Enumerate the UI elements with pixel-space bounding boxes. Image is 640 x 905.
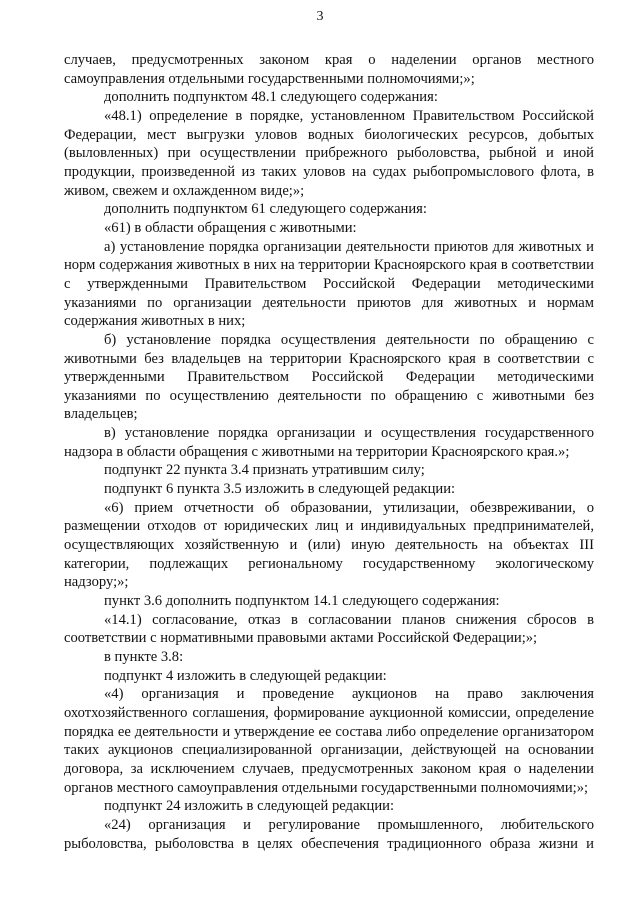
paragraph-amendment-61-intro: дополнить подпунктом 61 следующего содержания:	[104, 201, 427, 218]
paragraph-subitem-24: «24) организация и регулирование промышленного, любительского рыболовства, рыболовства в целях обеспечения традиционного образа жизни и	[64, 816, 594, 852]
paragraph-amendment-48-1-intro: дополнить подпунктом 48.1 следующего содержания:	[104, 89, 438, 106]
paragraph-subitem-61-b: б) установление порядка осуществления деятельности по обращению с животными без владельцев на территории Красноярского края в соответствии с утвержденными Правительством Российской Федерации методическими указаниями по осуществлению деятельности по обращению с животными без владельцев;	[64, 331, 594, 423]
paragraph-subitem-48-1: «48.1) определение в порядке, установленном Правительством Российской Федерации, мест выгрузки уловов водных биологических ресурсов, добытых (выловленных) при осуществлении прибрежного рыболовства, рыбной и иной продукции, произведенной из таких уловов на судах рыбопромыслового флота, в живом, свежем и охлажденном виде;»;	[64, 107, 594, 199]
paragraph-amendment-14-1-intro: пункт 3.6 дополнить подпунктом 14.1 следующего содержания:	[104, 593, 500, 610]
paragraph-amendment-4-intro: подпункт 4 изложить в следующей редакции:	[104, 667, 387, 684]
paragraph-amendment-6-intro: подпункт 6 пункта 3.5 изложить в следующей редакции:	[104, 481, 456, 498]
paragraph-subitem-61-v: в) установление порядка организации и осуществления государственного надзора в области обращения с животными на территории Красноярского края.»;	[64, 425, 594, 460]
paragraph-amendment-24-intro: подпункт 24 изложить в следующей редакции:	[104, 798, 395, 815]
paragraph-repeal-22: подпункт 22 пункта 3.4 признать утратившим силу;	[104, 462, 425, 479]
paragraph-section-3-8: в пункте 3.8:	[104, 649, 184, 665]
paragraph-subitem-61-a: а) установление порядка организации деятельности приютов для животных и норм содержания животных в них на территории Красноярского края в соответствии с утвержденными Правительством Российской Федерации методическими указаниями по организации деятельности приютов для животных и нормам содержания животных в них;	[64, 238, 594, 330]
paragraph-subitem-61: «61) в области обращения с животными:	[104, 219, 357, 236]
document-body	[64, 51, 594, 853]
paragraph-subitem-4: «4) организация и проведение аукционов на право заключения охотхозяйственного соглашения, формирование аукционной комиссии, определение порядка ее деятельности и утверждение ее состава либо определение организатором таких аукционов специализированной организации, действующей на основании договора, за исключением случаев, предусмотренных законом края о наделении органов местного самоуправления отдельными государственными полномочиями;»;	[64, 686, 594, 796]
paragraph-subitem-6: «6) прием отчетности об образовании, утилизации, обезвреживании, о размещении отходов от юридических лиц и индивидуальных предпринимателей, осуществляющих хозяйственную и (или) иную деятельность на объектах III категории, подлежащих региональному государственному экологическому надзору;»;	[64, 499, 594, 591]
paragraph-continuation: случаев, предусмотренных законом края о наделении органов местного самоуправления отдельными государственными полномочиями;»;	[64, 52, 594, 87]
paragraph-subitem-14-1: «14.1) согласование, отказ в согласовании планов снижения сбросов в соответствии с нормативными правовыми актами Российской Федерации;»;	[64, 611, 594, 647]
page-number: 3	[316, 9, 324, 24]
